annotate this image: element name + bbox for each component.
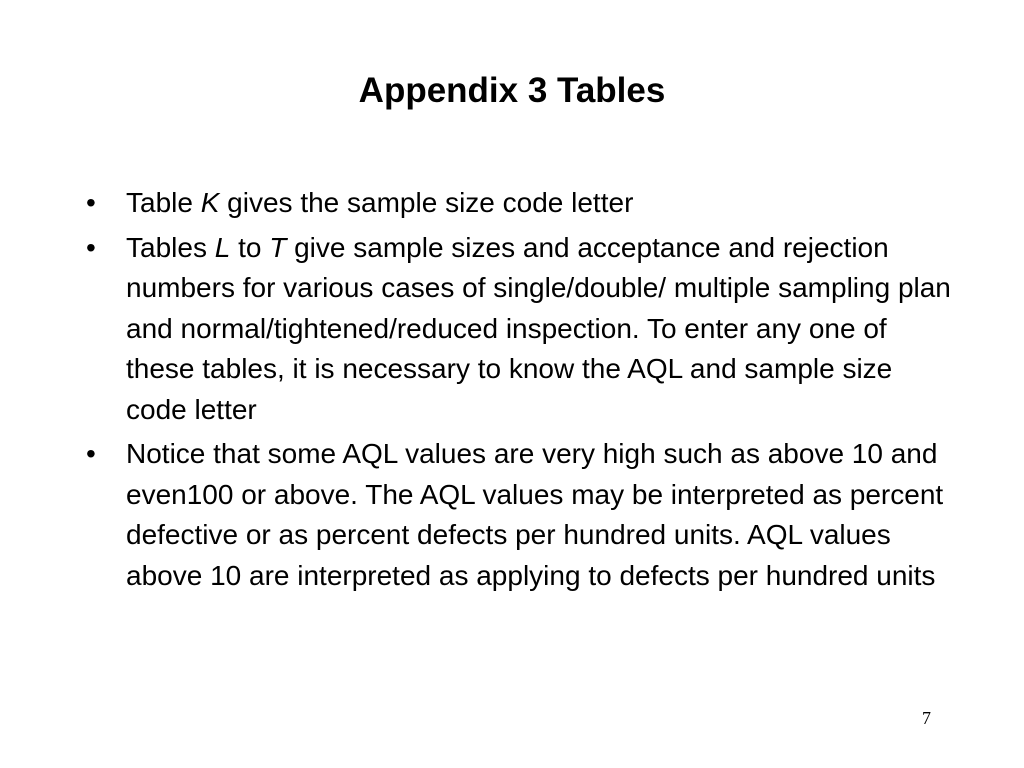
table-letter: L: [214, 231, 231, 263]
bullet-item: [86, 434, 956, 596]
table-letter: T: [269, 231, 287, 263]
bullet-text-part: Tables: [126, 231, 215, 263]
bullet-item: [86, 183, 956, 224]
bullet-text-part: give sample sizes and acceptance and rejection numbers for various cases of single/double/ multiple sampling plan and normal/tightened/reduced inspection. To enter any one of these tables, it is necessary to know the AQL and sample size code letter: [126, 231, 951, 425]
bullet-text: [126, 232, 951, 425]
page-number: 7: [922, 708, 931, 728]
bullet-item: [86, 228, 956, 431]
bullet-icon: •: [86, 187, 96, 218]
bullet-icon: •: [86, 438, 96, 469]
bullet-icon: •: [86, 231, 96, 263]
bullet-text: [126, 187, 633, 218]
bullet-text-part: to: [230, 231, 270, 263]
bullet-text-part: Table: [126, 187, 201, 218]
slide-title: Appendix 3 Tables: [358, 71, 666, 110]
bullet-list: [86, 183, 956, 600]
table-letter: K: [200, 187, 220, 218]
bullet-text: Notice that some AQL values are very high such as above 10 and even100 or above. The AQL values may be interpreted as percent defective or as percent defects per hundred units. AQL values above 10 are interpreted as applying to defects per hundred units: [126, 438, 944, 591]
bullet-text-part: gives the sample size code letter: [219, 187, 634, 218]
